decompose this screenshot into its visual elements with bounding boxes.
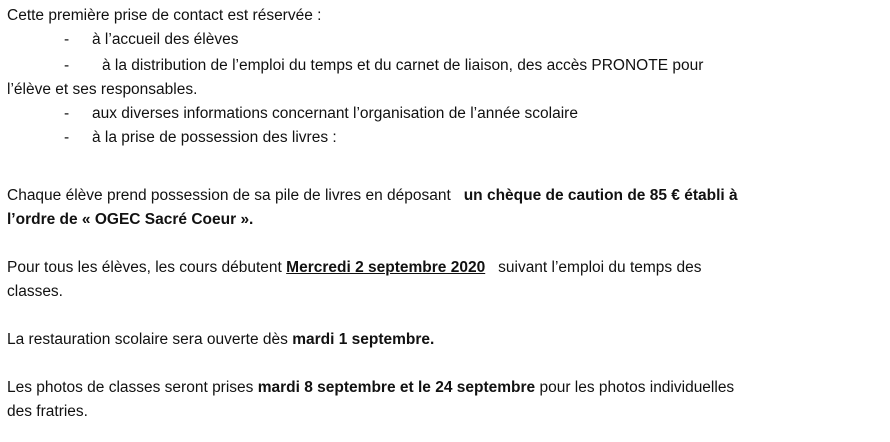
bullet-text: à la prise de possession des livres : bbox=[92, 129, 337, 146]
bullet-text: à la distribution de l’emploi du temps et du carnet de liaison, des accès PRONOTE pour bbox=[102, 57, 704, 74]
paragraph-text: suivant l’emploi du temps des bbox=[498, 259, 702, 276]
rentree-date: Mercredi 2 septembre 2020 bbox=[286, 259, 486, 276]
paragraph-restauration bbox=[7, 330, 434, 350]
bullet-dash: - bbox=[64, 57, 70, 74]
bullet-continuation: l’élève et ses responsables. bbox=[7, 81, 198, 98]
bullet-item-livres bbox=[64, 128, 337, 148]
bullet-dash: - bbox=[64, 105, 70, 122]
intro-text: Cette première prise de contact est réservée : bbox=[7, 7, 322, 24]
paragraph-text: pour les photos individuelles bbox=[539, 379, 735, 396]
bullet-dash: - bbox=[64, 31, 70, 48]
bullet-item-distribution bbox=[64, 56, 854, 76]
photos-dates: mardi 8 septembre et le 24 septembre bbox=[257, 379, 536, 396]
bullet-item-informations bbox=[64, 104, 578, 124]
caution-bold-text: un chèque de caution de 85 € établi à bbox=[463, 187, 738, 204]
paragraph-text: La restauration scolaire sera ouverte dès bbox=[7, 331, 288, 348]
paragraph-caution-line2 bbox=[7, 210, 253, 230]
paragraph-caution-line1 bbox=[7, 186, 738, 206]
restauration-date: mardi 1 septembre. bbox=[292, 331, 435, 348]
bullet-text: à l’accueil des élèves bbox=[92, 31, 239, 48]
paragraph-rentree-line1 bbox=[7, 258, 701, 278]
bullet-dash: - bbox=[64, 129, 70, 146]
caution-bold-text-2: l’ordre de « OGEC Sacré Coeur ». bbox=[7, 211, 254, 228]
paragraph-text: Pour tous les élèves, les cours débutent bbox=[7, 259, 282, 276]
bullet-text: aux diverses informations concernant l’organisation de l’année scolaire bbox=[92, 105, 578, 122]
bullet-item-accueil bbox=[64, 30, 238, 50]
paragraph-text: Chaque élève prend possession de sa pile de livres en déposant bbox=[7, 187, 451, 204]
paragraph-text: Les photos de classes seront prises bbox=[7, 379, 254, 396]
paragraph-rentree-line2: classes. bbox=[7, 283, 63, 300]
paragraph-photos-line1 bbox=[7, 378, 734, 398]
paragraph-photos-line2: des fratries. bbox=[7, 403, 88, 420]
